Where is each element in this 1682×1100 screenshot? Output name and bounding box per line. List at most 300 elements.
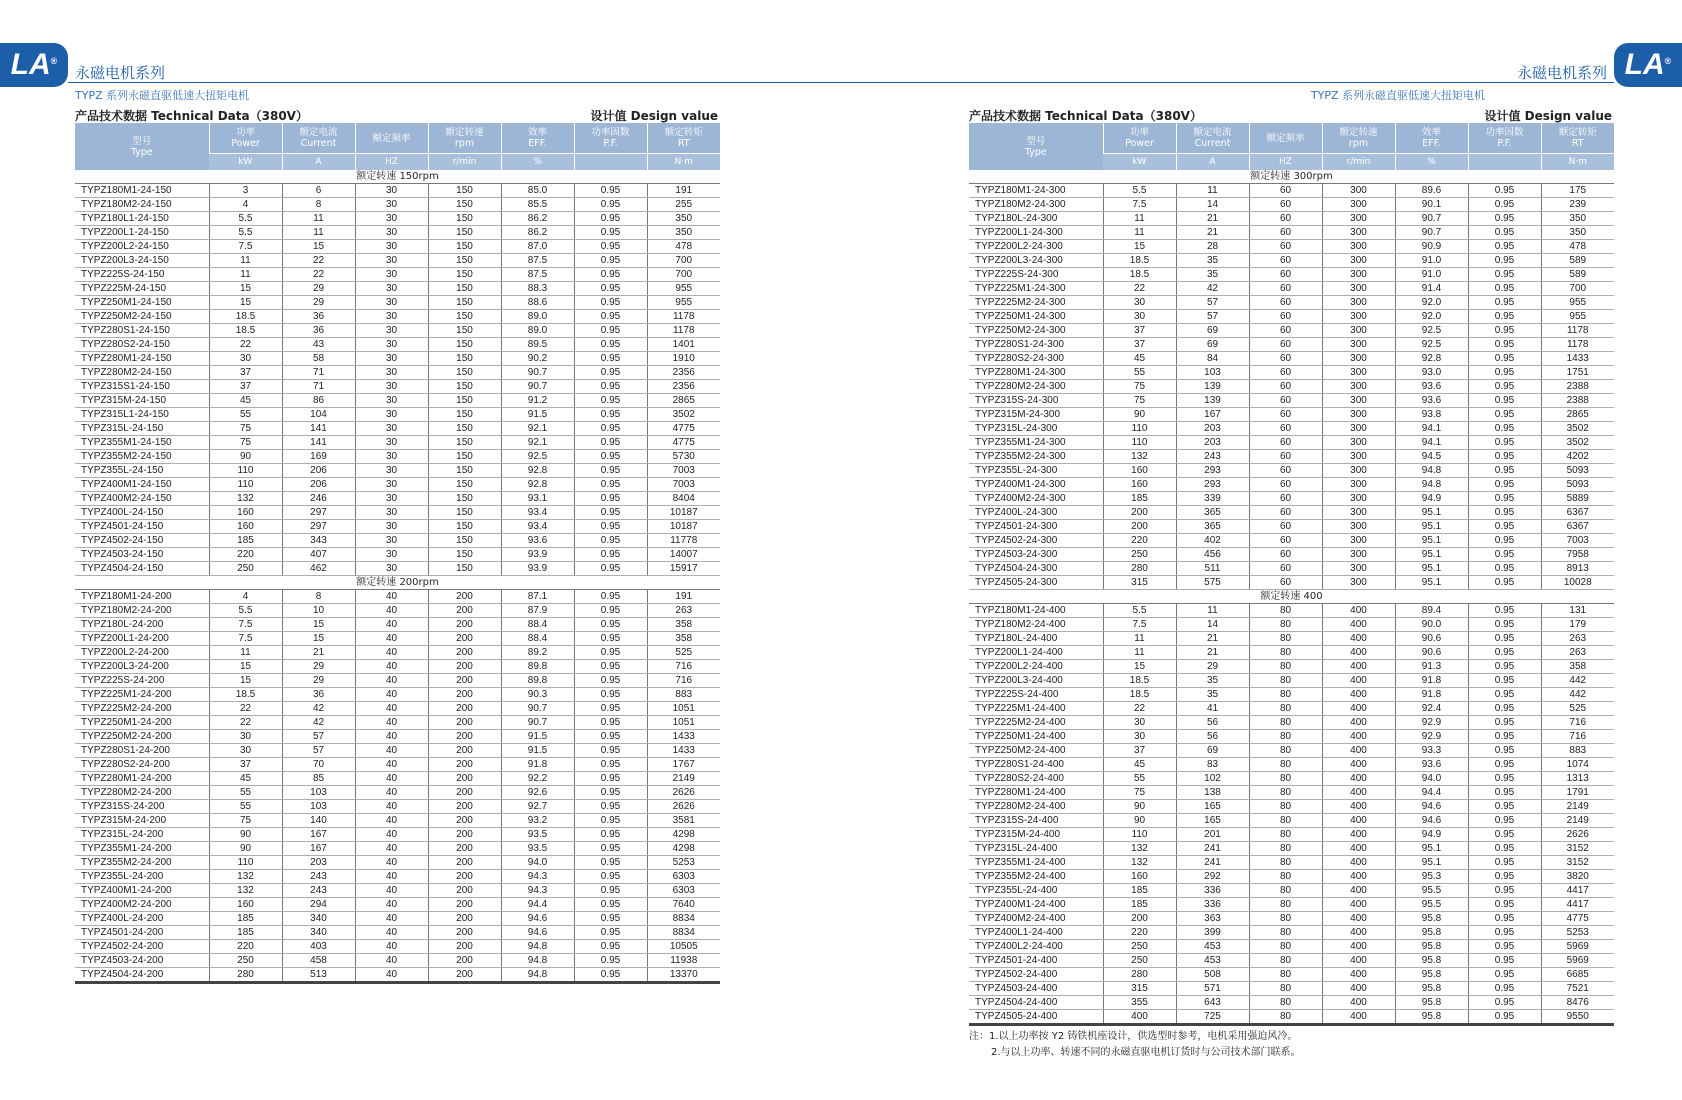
table-cell: 203 <box>1176 436 1249 450</box>
table-cell: 0.95 <box>574 478 647 492</box>
table-cell: 1178 <box>647 310 720 324</box>
table-cell: 0.95 <box>1468 492 1541 506</box>
table-cell: 60 <box>1249 324 1322 338</box>
table-cell: 93.6 <box>501 534 574 548</box>
table-cell: TYPZ280S1-24-200 <box>75 744 209 758</box>
table-cell: 0.95 <box>1468 772 1541 786</box>
table-cell: 30 <box>355 212 428 226</box>
table-row <box>969 394 1614 408</box>
table-cell: 29 <box>282 660 355 674</box>
table-cell: 11 <box>209 254 282 268</box>
table-cell: 0.95 <box>574 898 647 912</box>
table-row <box>969 324 1614 338</box>
table-cell: 4775 <box>647 436 720 450</box>
table-cell: 200 <box>428 716 501 730</box>
table-cell: 297 <box>282 520 355 534</box>
table-cell: 1910 <box>647 352 720 366</box>
table-cell: 2865 <box>1541 408 1614 422</box>
table-cell: 94.8 <box>1395 464 1468 478</box>
table-cell: 300 <box>1322 464 1395 478</box>
table-cell: 955 <box>647 296 720 310</box>
table-cell: 7003 <box>647 464 720 478</box>
table-cell: 11 <box>1103 226 1176 240</box>
table-cell: 167 <box>282 842 355 856</box>
table-row <box>969 856 1614 870</box>
table-cell: TYPZ180M2-24-300 <box>969 198 1103 212</box>
table-cell: 95.1 <box>1395 576 1468 590</box>
table-cell: 93.4 <box>501 506 574 520</box>
table-cell: 11 <box>1176 184 1249 198</box>
table-cell: TYPZ400M1-24-150 <box>75 478 209 492</box>
table-cell: TYPZ315L-24-300 <box>969 422 1103 436</box>
table-cell: 200 <box>428 618 501 632</box>
table-cell: 45 <box>209 394 282 408</box>
table-body <box>75 170 720 983</box>
table-cell: 5730 <box>647 450 720 464</box>
table-cell: 0.95 <box>1468 604 1541 618</box>
table-cell: 29 <box>1176 660 1249 674</box>
table-cell: 0.95 <box>1468 436 1541 450</box>
table-row <box>969 576 1614 590</box>
table-cell: 0.95 <box>1468 394 1541 408</box>
table-row <box>75 282 720 296</box>
table-cell: 185 <box>1103 492 1176 506</box>
table-cell: 363 <box>1176 912 1249 926</box>
table-cell: TYPZ4504-24-300 <box>969 562 1103 576</box>
table-cell: 15 <box>1103 660 1176 674</box>
table-cell: 4775 <box>647 422 720 436</box>
table-cell: TYPZ180M1-24-300 <box>969 184 1103 198</box>
table-cell: 75 <box>209 422 282 436</box>
table-row <box>75 366 720 380</box>
table-row <box>969 744 1614 758</box>
table-cell: TYPZ4502-24-200 <box>75 940 209 954</box>
table-cell: 110 <box>1103 436 1176 450</box>
column-header: 额定频率 <box>1249 123 1322 154</box>
table-cell: 0.95 <box>574 212 647 226</box>
table-cell: 9550 <box>1541 1010 1614 1025</box>
table-cell: 6367 <box>1541 520 1614 534</box>
table-row <box>75 590 720 604</box>
table-cell: 1791 <box>1541 786 1614 800</box>
table-cell: 75 <box>209 436 282 450</box>
table-cell: 90 <box>1103 800 1176 814</box>
table-row <box>969 408 1614 422</box>
table-cell: 300 <box>1322 282 1395 296</box>
table-row <box>969 912 1614 926</box>
table-cell: 300 <box>1322 506 1395 520</box>
table-cell: 150 <box>428 254 501 268</box>
table-row <box>75 660 720 674</box>
table-cell: 10028 <box>1541 576 1614 590</box>
table-cell: 200 <box>428 744 501 758</box>
table-cell: 300 <box>1322 422 1395 436</box>
table-cell: 263 <box>1541 632 1614 646</box>
table-title: 产品技术数据 Technical Data（380V） <box>969 109 1202 123</box>
table-cell: 40 <box>355 604 428 618</box>
table-cell: 203 <box>282 856 355 870</box>
footnote-2: 2.与以上功率、转速不同的永磁直驱电机订货时与公司技术部门联系。 <box>991 1047 1301 1058</box>
table-cell: 93.9 <box>501 548 574 562</box>
table-cell: 29 <box>282 674 355 688</box>
table-cell: 139 <box>1176 394 1249 408</box>
table-cell: TYPZ280S2-24-150 <box>75 338 209 352</box>
table-row <box>969 534 1614 548</box>
table-cell: 93.9 <box>501 562 574 576</box>
table-cell: 365 <box>1176 506 1249 520</box>
column-header: 效率 EFF. <box>1395 123 1468 154</box>
table-cell: 18.5 <box>1103 688 1176 702</box>
table-cell: 132 <box>209 492 282 506</box>
table-cell: 400 <box>1322 772 1395 786</box>
table-row <box>969 240 1614 254</box>
table-cell: 93.6 <box>1395 394 1468 408</box>
table-cell: 250 <box>1103 940 1176 954</box>
table-cell: 86.2 <box>501 212 574 226</box>
table-cell: TYPZ200L1-24-300 <box>969 226 1103 240</box>
table-cell: 88.3 <box>501 282 574 296</box>
table-cell: 30 <box>355 240 428 254</box>
table-cell: 0.95 <box>574 352 647 366</box>
table-row <box>75 884 720 898</box>
table-cell: 80 <box>1249 856 1322 870</box>
table-cell: 0.95 <box>1468 184 1541 198</box>
table-cell: 0.95 <box>1468 646 1541 660</box>
table-row <box>75 968 720 983</box>
table-cell: TYPZ400M2-24-400 <box>969 912 1103 926</box>
table-cell: TYPZ4504-24-200 <box>75 968 209 983</box>
table-cell: TYPZ4503-24-200 <box>75 954 209 968</box>
table-cell: TYPZ250M2-24-150 <box>75 310 209 324</box>
logo-text: LA <box>1624 48 1665 81</box>
table-cell: 89.2 <box>501 646 574 660</box>
table-cell: 0.95 <box>574 198 647 212</box>
table-cell: 0.95 <box>1468 268 1541 282</box>
table-row <box>969 674 1614 688</box>
table-cell: 40 <box>355 674 428 688</box>
table-cell: 90.2 <box>501 352 574 366</box>
column-unit: HZ <box>355 154 428 171</box>
table-cell: 150 <box>428 464 501 478</box>
table-cell: 200 <box>428 646 501 660</box>
table-cell: 150 <box>428 338 501 352</box>
table-cell: 80 <box>1249 828 1322 842</box>
table-row <box>75 674 720 688</box>
table-cell: 35 <box>1176 688 1249 702</box>
table-cell: 300 <box>1322 450 1395 464</box>
table-row <box>969 562 1614 576</box>
table-cell: 0.95 <box>1468 632 1541 646</box>
table-row <box>75 758 720 772</box>
table-cell: 200 <box>428 898 501 912</box>
table-cell: 700 <box>647 268 720 282</box>
table-cell: 132 <box>209 870 282 884</box>
table-cell: 69 <box>1176 338 1249 352</box>
table-cell: 883 <box>647 688 720 702</box>
table-cell: 0.95 <box>1468 618 1541 632</box>
table-cell: 91.5 <box>501 408 574 422</box>
table-cell: 0.95 <box>574 674 647 688</box>
table-cell: TYPZ4505-24-400 <box>969 1010 1103 1025</box>
table-row <box>75 324 720 338</box>
table-cell: 57 <box>282 730 355 744</box>
table-cell: 40 <box>355 590 428 604</box>
table-cell: 15 <box>282 240 355 254</box>
table-cell: 0.95 <box>1468 310 1541 324</box>
table-cell: 300 <box>1322 338 1395 352</box>
table-cell: TYPZ280S2-24-400 <box>969 772 1103 786</box>
table-cell: 60 <box>1249 366 1322 380</box>
column-unit: kW <box>1103 154 1176 171</box>
table-cell: 1401 <box>647 338 720 352</box>
table-cell: 29 <box>282 296 355 310</box>
table-cell: 1051 <box>647 702 720 716</box>
table-cell: TYPZ4502-24-150 <box>75 534 209 548</box>
table-cell: 200 <box>428 758 501 772</box>
table-cell: 75 <box>209 814 282 828</box>
table-row <box>75 422 720 436</box>
table-cell: 0.95 <box>1468 464 1541 478</box>
table-cell: 37 <box>1103 338 1176 352</box>
table-cell: 167 <box>282 828 355 842</box>
table-cell: 179 <box>1541 618 1614 632</box>
table-cell: 5889 <box>1541 492 1614 506</box>
table-cell: 200 <box>428 688 501 702</box>
table-cell: 300 <box>1322 366 1395 380</box>
table-cell: 453 <box>1176 954 1249 968</box>
table-cell: 160 <box>209 506 282 520</box>
table-cell: 90.6 <box>1395 632 1468 646</box>
column-unit: A <box>282 154 355 171</box>
table-cell: 220 <box>209 548 282 562</box>
table-row <box>969 366 1614 380</box>
table-cell: TYPZ225M-24-150 <box>75 282 209 296</box>
table-cell: 5.5 <box>1103 604 1176 618</box>
table-cell: 80 <box>1249 688 1322 702</box>
table-cell: 91.0 <box>1395 268 1468 282</box>
column-header: 额定电流 Current <box>282 123 355 154</box>
table-cell: 22 <box>209 702 282 716</box>
table-cell: 206 <box>282 478 355 492</box>
table-cell: 40 <box>355 730 428 744</box>
table-cell: 400 <box>1322 688 1395 702</box>
column-header: 额定转矩 RT <box>1541 123 1614 154</box>
table-cell: TYPZ4503-24-150 <box>75 548 209 562</box>
table-cell: 400 <box>1322 702 1395 716</box>
table-cell: 400 <box>1322 884 1395 898</box>
table-row <box>75 534 720 548</box>
table-cell: 1313 <box>1541 772 1614 786</box>
table-cell: 90 <box>209 842 282 856</box>
table-cell: 88.4 <box>501 618 574 632</box>
table-row <box>75 870 720 884</box>
table-cell: 300 <box>1322 436 1395 450</box>
table-cell: 70 <box>282 758 355 772</box>
table-cell: 40 <box>355 940 428 954</box>
table-cell: 30 <box>209 352 282 366</box>
table-cell: 150 <box>428 534 501 548</box>
table-cell: 87.1 <box>501 590 574 604</box>
table-body <box>969 170 1614 1025</box>
subtitle-left: TYPZ 系列永磁直驱低速大扭矩电机 <box>75 89 250 102</box>
table-cell: 3502 <box>1541 436 1614 450</box>
table-row <box>969 730 1614 744</box>
table-cell: 0.95 <box>574 744 647 758</box>
table-cell: 358 <box>647 632 720 646</box>
section-label: 额定转速 300rpm <box>969 170 1614 184</box>
table-cell: 80 <box>1249 772 1322 786</box>
table-cell: 55 <box>1103 366 1176 380</box>
brand-logo-right <box>1614 43 1682 87</box>
table-cell: 71 <box>282 366 355 380</box>
table-cell: 91.4 <box>1395 282 1468 296</box>
table-cell: 60 <box>1249 422 1322 436</box>
table-cell: 80 <box>1249 618 1322 632</box>
table-cell: 255 <box>647 198 720 212</box>
table-cell: 0.95 <box>574 758 647 772</box>
table-row <box>969 940 1614 954</box>
table-row <box>75 184 720 198</box>
table-row <box>969 478 1614 492</box>
table-cell: 93.4 <box>501 520 574 534</box>
table-cell: 89.6 <box>1395 184 1468 198</box>
table-cell: 165 <box>1176 800 1249 814</box>
column-header: 额定转速 rpm <box>428 123 501 154</box>
table-cell: 0.95 <box>574 604 647 618</box>
column-header: 型号 Type <box>75 123 209 170</box>
table-cell: 511 <box>1176 562 1249 576</box>
table-cell: 5093 <box>1541 478 1614 492</box>
table-cell: 92.9 <box>1395 730 1468 744</box>
table-cell: TYPZ200L2-24-400 <box>969 660 1103 674</box>
table-cell: 30 <box>355 506 428 520</box>
table-cell: 167 <box>1176 408 1249 422</box>
table-cell: TYPZ355M1-24-400 <box>969 856 1103 870</box>
table-cell: 150 <box>428 198 501 212</box>
table-cell: 40 <box>355 954 428 968</box>
table-cell: 0.95 <box>574 772 647 786</box>
table-cell: 110 <box>1103 422 1176 436</box>
table-cell: 0.95 <box>1468 380 1541 394</box>
table-cell: 8 <box>282 590 355 604</box>
table-cell: 250 <box>209 562 282 576</box>
table-row <box>75 212 720 226</box>
table-cell: 80 <box>1249 842 1322 856</box>
column-header: 功率 Power <box>1103 123 1176 154</box>
table-cell: 30 <box>355 492 428 506</box>
table-cell: 40 <box>355 898 428 912</box>
table-cell: 21 <box>1176 646 1249 660</box>
table-cell: 716 <box>1541 716 1614 730</box>
table-cell: 40 <box>355 926 428 940</box>
table-cell: 300 <box>1322 212 1395 226</box>
table-cell: 6303 <box>647 884 720 898</box>
table-cell: 13370 <box>647 968 720 983</box>
column-unit: r/min <box>428 154 501 171</box>
table-cell: TYPZ200L3-24-400 <box>969 674 1103 688</box>
table-cell: 200 <box>428 730 501 744</box>
table-cell: 0.95 <box>574 954 647 968</box>
table-row <box>969 688 1614 702</box>
table-row <box>969 506 1614 520</box>
table-cell: 94.9 <box>1395 828 1468 842</box>
table-cell: 150 <box>428 324 501 338</box>
table-cell: 3152 <box>1541 856 1614 870</box>
table-cell: 87.9 <box>501 604 574 618</box>
table-cell: TYPZ315M-24-400 <box>969 828 1103 842</box>
column-unit: r/min <box>1322 154 1395 171</box>
table-cell: 11778 <box>647 534 720 548</box>
table-cell: TYPZ225S-24-300 <box>969 268 1103 282</box>
table-cell: 300 <box>1322 254 1395 268</box>
table-cell: 95.8 <box>1395 926 1468 940</box>
table-cell: 10187 <box>647 520 720 534</box>
table-cell: TYPZ225S-24-150 <box>75 268 209 282</box>
table-cell: 400 <box>1322 618 1395 632</box>
table-cell: 150 <box>428 212 501 226</box>
table-cell: 400 <box>1322 926 1395 940</box>
table-cell: 103 <box>1176 366 1249 380</box>
table-cell: 18.5 <box>1103 268 1176 282</box>
table-cell: TYPZ4501-24-150 <box>75 520 209 534</box>
table-cell: 1178 <box>647 324 720 338</box>
table-row <box>75 800 720 814</box>
table-cell: 90.3 <box>501 688 574 702</box>
table-cell: 403 <box>282 940 355 954</box>
table-row <box>75 912 720 926</box>
table-cell: 0.95 <box>1468 730 1541 744</box>
table-cell: 150 <box>428 436 501 450</box>
table-row <box>969 548 1614 562</box>
logo-text: LA <box>10 48 51 81</box>
table-cell: 0.95 <box>1468 660 1541 674</box>
table-cell: 94.8 <box>501 954 574 968</box>
table-cell: 36 <box>282 324 355 338</box>
table-cell: 200 <box>428 660 501 674</box>
table-cell: 60 <box>1249 534 1322 548</box>
table-cell: 150 <box>428 184 501 198</box>
table-cell: 132 <box>1103 856 1176 870</box>
table-cell: 243 <box>1176 450 1249 464</box>
table-cell: 94.3 <box>501 884 574 898</box>
table-cell: 2356 <box>647 366 720 380</box>
table-cell: 0.95 <box>1468 198 1541 212</box>
table-cell: 200 <box>428 940 501 954</box>
column-unit <box>574 154 647 171</box>
table-cell: 400 <box>1322 646 1395 660</box>
table-cell: 15 <box>1103 240 1176 254</box>
table-row <box>969 450 1614 464</box>
table-cell: 955 <box>647 282 720 296</box>
table-cell: 5253 <box>647 856 720 870</box>
table-cell: 15 <box>282 618 355 632</box>
table-row <box>75 702 720 716</box>
table-row <box>75 226 720 240</box>
table-cell: 0.95 <box>1468 548 1541 562</box>
table-cell: 292 <box>1176 870 1249 884</box>
table-cell: TYPZ315S-24-300 <box>969 394 1103 408</box>
table-cell: 37 <box>1103 744 1176 758</box>
column-header: 功率因数 P.F. <box>574 123 647 154</box>
table-cell: TYPZ225M1-24-300 <box>969 282 1103 296</box>
table-cell: 91.3 <box>1395 660 1468 674</box>
section-label: 额定转速 150rpm <box>75 170 720 184</box>
table-row <box>969 716 1614 730</box>
table-cell: 37 <box>209 758 282 772</box>
table-cell: 150 <box>428 352 501 366</box>
table-row <box>969 800 1614 814</box>
table-cell: 30 <box>355 310 428 324</box>
